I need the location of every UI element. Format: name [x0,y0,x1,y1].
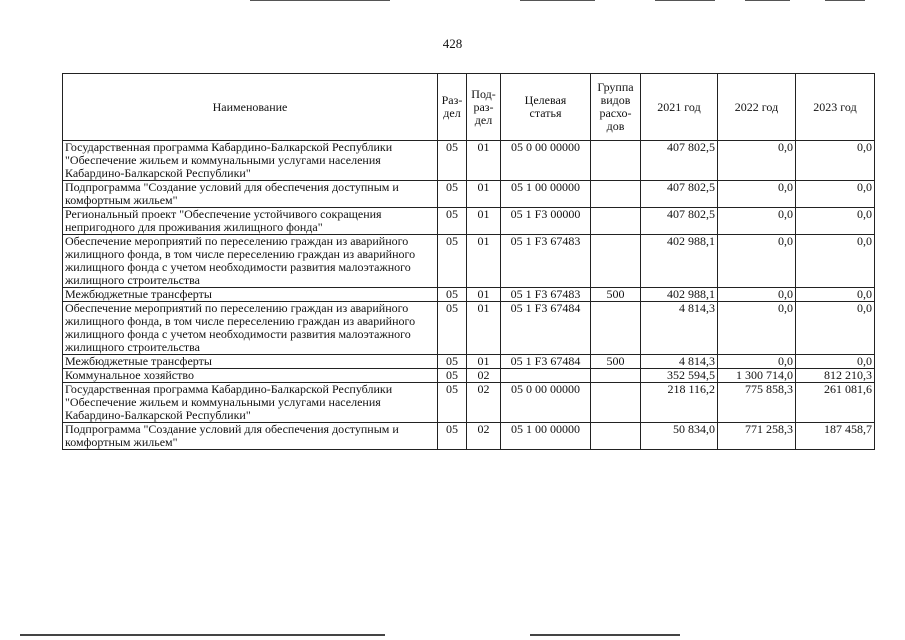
table-row [63,208,875,235]
cell-2022: 0,0 [718,208,796,235]
cell-2022: 0,0 [718,181,796,208]
cell-name: Межбюджетные трансферты [63,288,438,302]
cell-razdel: 05 [438,369,467,383]
table-row [63,288,875,302]
cell-2023: 0,0 [796,355,875,369]
cell-razdel: 05 [438,355,467,369]
header-2022: 2022 год [718,74,796,141]
table-row [63,369,875,383]
cell-2021: 407 802,5 [641,141,718,181]
cell-podrazdel: 01 [467,302,501,355]
cell-gruppa [591,235,641,288]
cell-gruppa [591,383,641,423]
cell-2022: 0,0 [718,355,796,369]
cell-tselevaya: 05 1 F3 00000 [501,208,591,235]
cell-name: Подпрограмма "Создание условий для обеспечения доступным и комфортным жильем" [63,423,438,450]
cell-podrazdel: 01 [467,355,501,369]
cell-razdel: 05 [438,208,467,235]
cell-2023: 261 081,6 [796,383,875,423]
cell-podrazdel: 01 [467,288,501,302]
cell-2023: 187 458,7 [796,423,875,450]
header-gruppa: Группа видов расхо- дов [591,74,641,141]
cell-tselevaya: 05 1 00 00000 [501,181,591,208]
cell-gruppa [591,369,641,383]
cell-tselevaya: 05 1 00 00000 [501,423,591,450]
cell-tselevaya [501,369,591,383]
cell-2022: 1 300 714,0 [718,369,796,383]
cell-razdel: 05 [438,141,467,181]
cell-razdel: 05 [438,181,467,208]
cell-podrazdel: 01 [467,235,501,288]
cell-razdel: 05 [438,302,467,355]
cell-2021: 218 116,2 [641,383,718,423]
cell-2021: 402 988,1 [641,235,718,288]
cell-podrazdel: 01 [467,141,501,181]
table-row [63,383,875,423]
cell-2022: 0,0 [718,235,796,288]
cell-gruppa: 500 [591,355,641,369]
cell-name: Государственная программа Кабардино-Балкарской Республики "Обеспечение жильем и коммунальными услугами населения Кабардино-Балкарской Республики" [63,141,438,181]
cell-2021: 4 814,3 [641,302,718,355]
cell-tselevaya: 05 0 00 00000 [501,141,591,181]
cell-2021: 402 988,1 [641,288,718,302]
table-row [63,181,875,208]
header-2021: 2021 год [641,74,718,141]
cell-tselevaya: 05 0 00 00000 [501,383,591,423]
cell-name: Межбюджетные трансферты [63,355,438,369]
cell-2023: 0,0 [796,288,875,302]
cell-2022: 775 858,3 [718,383,796,423]
cell-2023: 0,0 [796,181,875,208]
scan-line [825,0,865,1]
cell-name: Обеспечение мероприятий по переселению граждан из аварийного жилищного фонда, в том числе переселению граждан из аварийного жилищного фонда с учетом необходимости развития малоэтажного жилищного строительства [63,302,438,355]
table-row [63,423,875,450]
header-razdel: Раз- дел [438,74,467,141]
header-2023: 2023 год [796,74,875,141]
cell-tselevaya: 05 1 F3 67484 [501,355,591,369]
cell-razdel: 05 [438,235,467,288]
cell-2022: 0,0 [718,141,796,181]
cell-2022: 0,0 [718,288,796,302]
cell-2021: 352 594,5 [641,369,718,383]
cell-tselevaya: 05 1 F3 67483 [501,235,591,288]
scan-line [20,634,385,636]
cell-2021: 50 834,0 [641,423,718,450]
table-row [63,302,875,355]
header-row [63,74,875,141]
cell-2021: 407 802,5 [641,181,718,208]
scan-line [530,634,680,636]
cell-tselevaya: 05 1 F3 67484 [501,302,591,355]
cell-2022: 771 258,3 [718,423,796,450]
cell-razdel: 05 [438,383,467,423]
cell-gruppa [591,423,641,450]
scan-line [250,0,390,1]
table-row [63,235,875,288]
header-podrazdel: Под- раз- дел [467,74,501,141]
cell-gruppa [591,181,641,208]
page-number: 428 [442,36,463,51]
scan-line [745,0,790,1]
cell-2021: 407 802,5 [641,208,718,235]
header-tselevaya: Целевая статья [501,74,591,141]
cell-name: Обеспечение мероприятий по переселению граждан из аварийного жилищного фонда, в том числе переселению граждан из аварийного жилищного фонда с учетом необходимости развития малоэтажного жилищного строительства [63,235,438,288]
cell-name: Региональный проект "Обеспечение устойчивого сокращения непригодного для проживания жилищного фонда" [63,208,438,235]
cell-podrazdel: 02 [467,423,501,450]
cell-gruppa [591,302,641,355]
cell-gruppa [591,141,641,181]
cell-razdel: 05 [438,288,467,302]
cell-razdel: 05 [438,423,467,450]
cell-tselevaya: 05 1 F3 67483 [501,288,591,302]
cell-podrazdel: 01 [467,208,501,235]
cell-gruppa: 500 [591,288,641,302]
cell-podrazdel: 02 [467,383,501,423]
scan-line [655,0,715,1]
cell-name: Государственная программа Кабардино-Балкарской Республики "Обеспечение жильем и коммунальными услугами населения Кабардино-Балкарской Республики" [63,383,438,423]
budget-table [62,73,875,450]
header-name: Наименование [63,74,438,141]
cell-gruppa [591,208,641,235]
cell-2023: 0,0 [796,302,875,355]
cell-2021: 4 814,3 [641,355,718,369]
table-row [63,355,875,369]
cell-podrazdel: 01 [467,181,501,208]
cell-2023: 0,0 [796,141,875,181]
cell-2023: 0,0 [796,235,875,288]
cell-2023: 812 210,3 [796,369,875,383]
cell-2023: 0,0 [796,208,875,235]
scan-line [520,0,595,1]
cell-2022: 0,0 [718,302,796,355]
table-row [63,141,875,181]
cell-name: Подпрограмма "Создание условий для обеспечения доступным и комфортным жильем" [63,181,438,208]
cell-name: Коммунальное хозяйство [63,369,438,383]
cell-podrazdel: 02 [467,369,501,383]
